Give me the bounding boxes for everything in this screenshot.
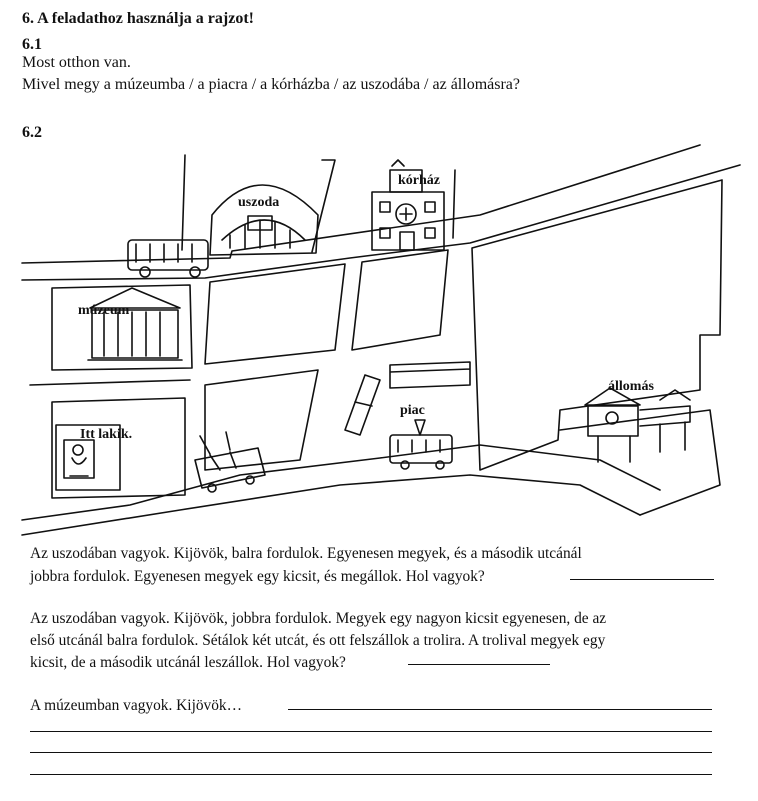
label-itt-lakik: Itt lakik. [80, 427, 133, 442]
street-left-vertical-1 [182, 155, 185, 250]
task-title: 6. A feladathoz használja a rajzot! [22, 10, 254, 27]
tram [390, 420, 452, 469]
street-bottom-upper [22, 445, 660, 520]
city-map [0, 140, 758, 540]
exercise-3-line-1: A múzeumban vagyok. Kijövök… [30, 697, 243, 714]
market-stall-1 [390, 362, 470, 388]
exercise-1-line-1: Az uszodában vagyok. Kijövök, balra fordulok. Egyenesen megyek, és a második utcánál [30, 545, 582, 562]
block-row2-right [352, 250, 448, 350]
exercise-2-answer-line[interactable] [408, 664, 550, 665]
label-muzeum: múzeum [78, 303, 130, 318]
exercise-3-answer-line-4[interactable] [30, 774, 712, 775]
street-left-divider [30, 380, 190, 385]
exercise-2-line-2: első utcánál balra fordulok. Sétálok két utcát, és ott felszállok a trolira. A trolival megyek egy [30, 632, 606, 649]
label-korhaz: kórház [398, 173, 440, 188]
exercise-2-line-3: kicsit, de a második utcánál leszállok. Hol vagyok? [30, 654, 346, 671]
section-6-1-line-1: Most otthon van. [22, 54, 131, 71]
section-number-6-1: 6.1 [22, 36, 42, 53]
exercise-1-line-2: jobbra fordulok. Egyenesen megyek egy kicsit, és megállok. Hol vagyok? [30, 568, 485, 585]
exercise-3-answer-line-1[interactable] [288, 709, 712, 710]
exercise-3-answer-line-2[interactable] [30, 731, 712, 732]
street-top-lower-edge [22, 165, 740, 280]
street-top-upper-edge [22, 145, 700, 263]
section-6-1-line-2: Mivel megy a múzeumba / a piacra / a kórházba / az uszodába / az állomásra? [22, 76, 520, 93]
street-bottom-lower [22, 475, 640, 535]
exercise-1-answer-line[interactable] [570, 579, 714, 580]
museum-building [88, 288, 182, 360]
block-home [52, 398, 185, 498]
market-stall-2 [345, 375, 380, 435]
block-row2-mid [205, 264, 345, 364]
street-left-vertical-3 [453, 170, 455, 238]
label-uszoda: uszoda [238, 195, 280, 210]
label-allomas: állomás [608, 379, 654, 394]
exercise-2-line-1: Az uszodában vagyok. Kijövök, jobbra fordulok. Megyek egy nagyon kicsit egyenesen, de az [30, 610, 607, 627]
section-number-6-2: 6.2 [22, 124, 42, 141]
label-piac: piac [400, 403, 425, 418]
exercise-3-answer-line-3[interactable] [30, 752, 712, 753]
